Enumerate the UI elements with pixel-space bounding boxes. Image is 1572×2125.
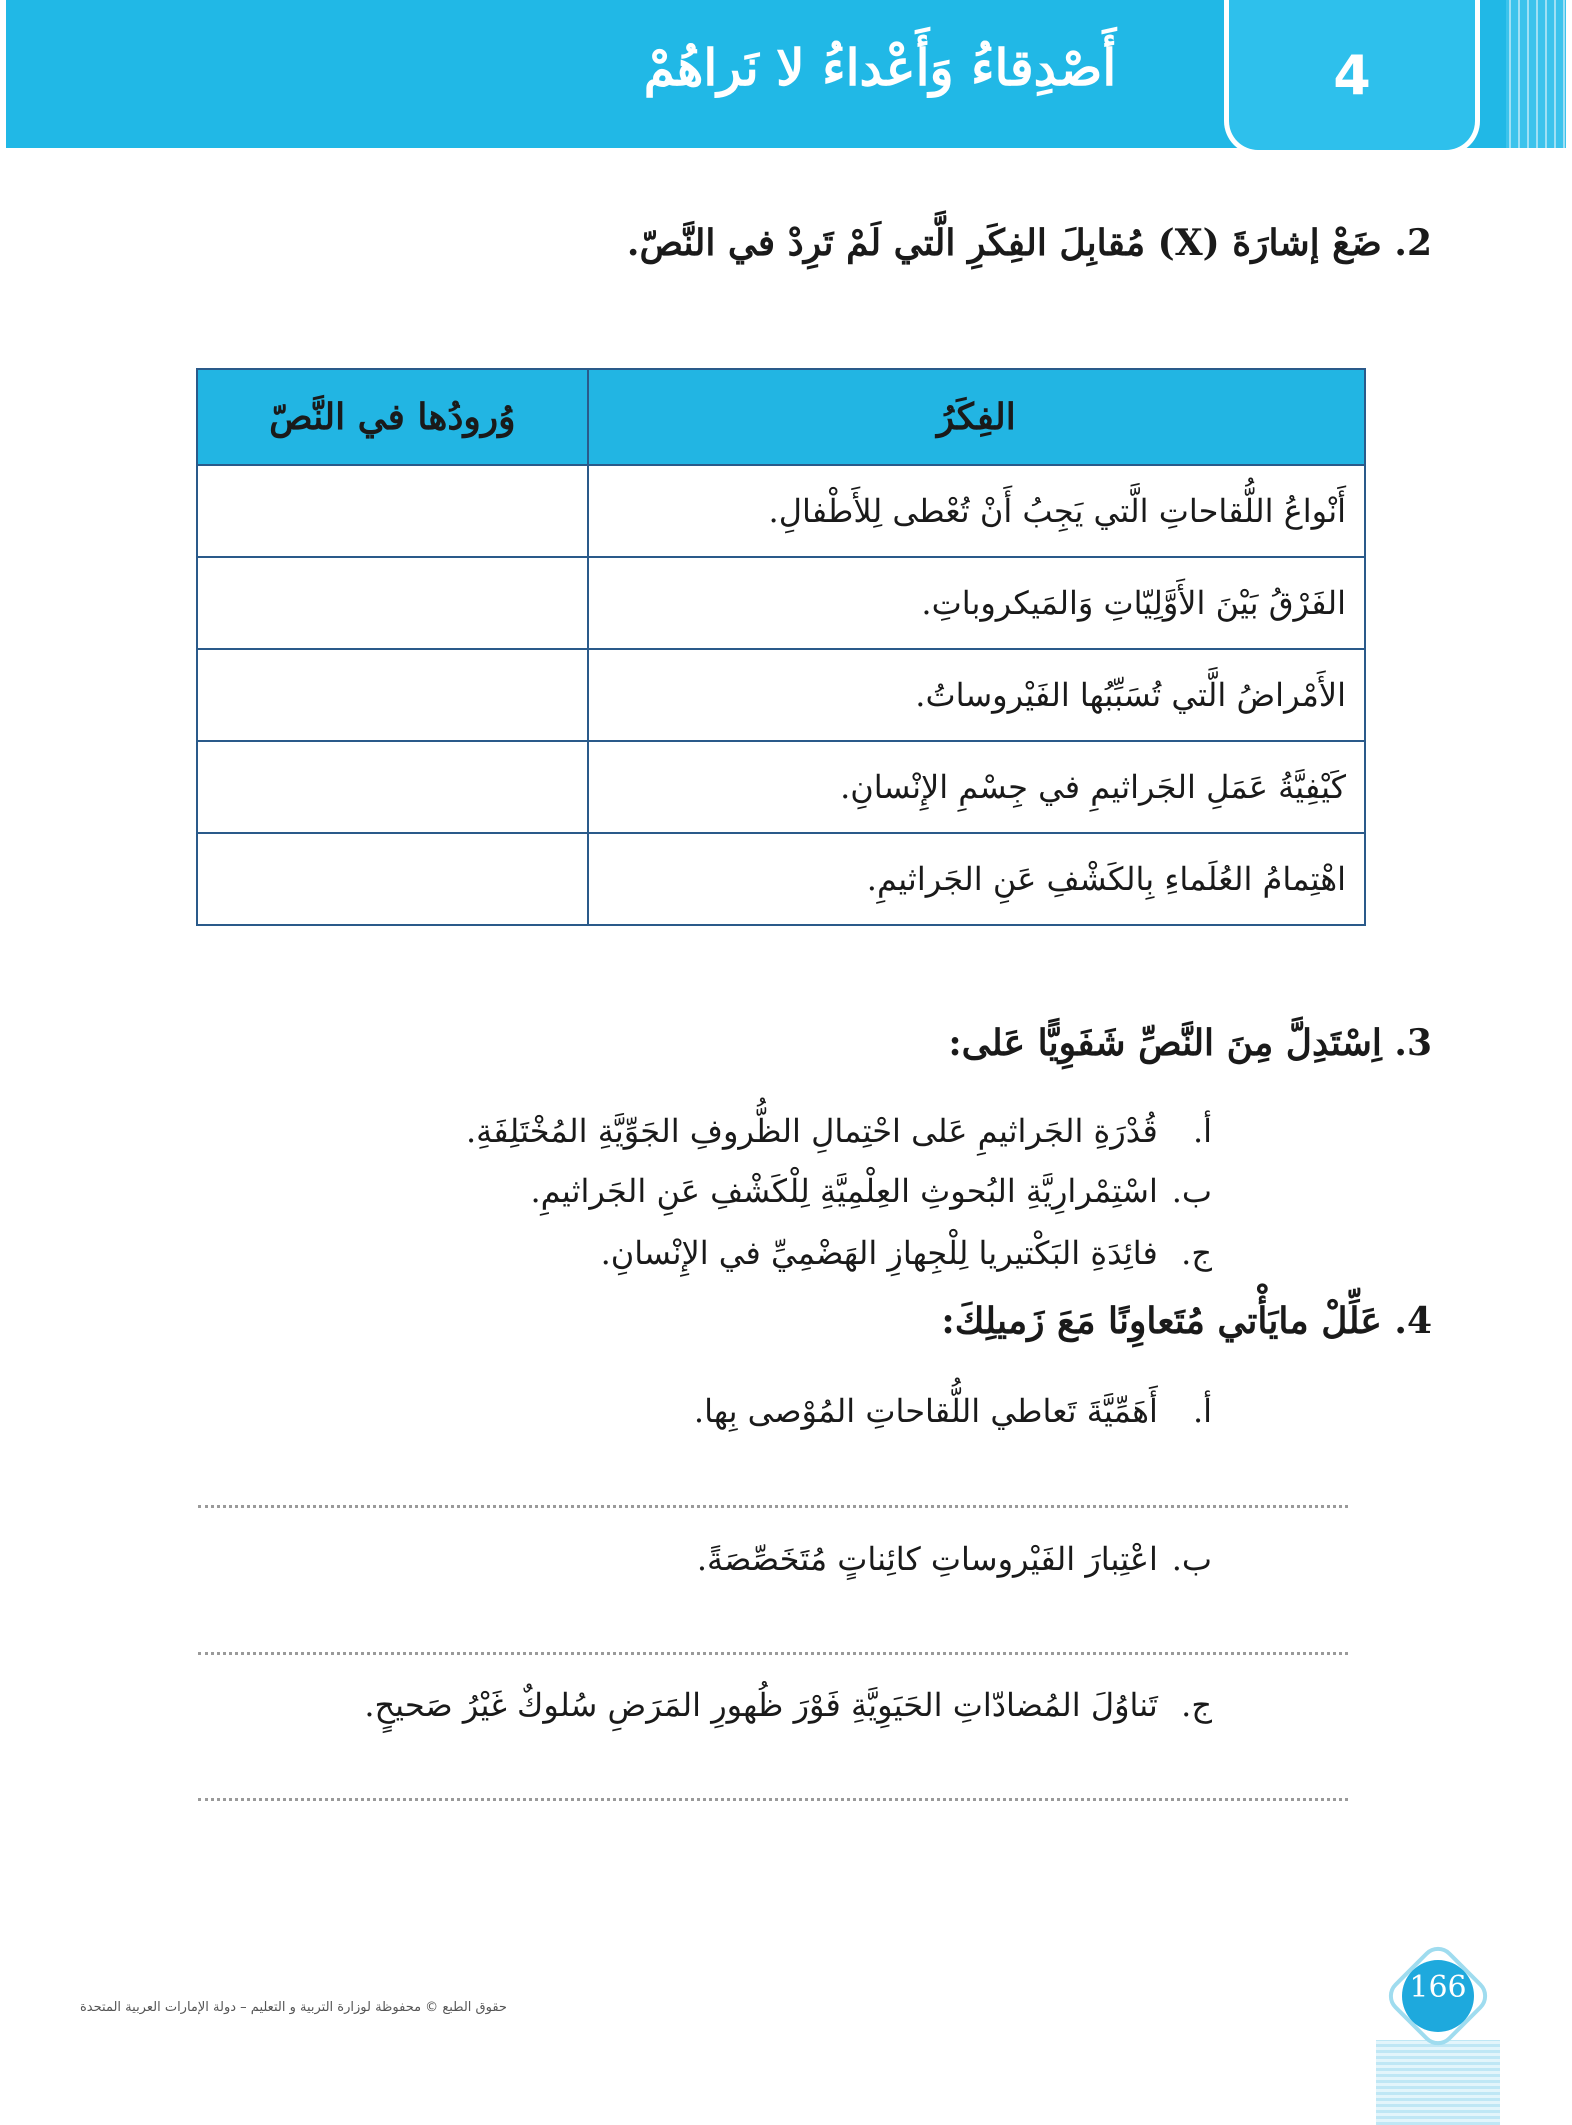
unit-title: أَصْدِقاءُ وَأَعْداءُ لا نَراهُمْ bbox=[643, 38, 1117, 97]
item-letter: أ. bbox=[1192, 1112, 1212, 1150]
unit-number-tab bbox=[1224, 0, 1480, 155]
item-letter: ب. bbox=[1171, 1172, 1212, 1210]
question-4-item-b bbox=[697, 1540, 1212, 1578]
table-cell-idea: كَيْفِيَّةُ عَمَلِ الجَراثيمِ في جِسْمِ الإِنْسانِ. bbox=[588, 741, 1365, 833]
table-row bbox=[197, 833, 1365, 925]
question-3-item-c bbox=[601, 1234, 1212, 1272]
table-row bbox=[197, 741, 1365, 833]
item-text: قُدْرَةِ الجَراثيمِ عَلى احْتِمالِ الظُّروفِ الجَوِّيَّةِ المُخْتَلِفَةِ. bbox=[465, 1112, 1158, 1150]
question-3-prompt: 3. اِسْتَدِلَّ مِنَ النَّصِّ شَفَوِيًّا عَلى: bbox=[948, 1022, 1432, 1064]
item-letter: ج. bbox=[1181, 1234, 1212, 1272]
header-decorative-strip bbox=[1506, 0, 1566, 148]
question-4-prompt: 4. عَلِّلْ مايَأْتي مُتَعاوِنًا مَعَ زَميلِكَ: bbox=[941, 1300, 1432, 1342]
item-text: فائِدَةِ البَكْتيريا لِلْجِهازِ الهَضْمِيِّ في الإِنْسانِ. bbox=[600, 1234, 1158, 1272]
table-cell-idea: الفَرْقُ بَيْنَ الأَوَّلِيّاتِ وَالمَيكروباتِ. bbox=[588, 557, 1365, 649]
question-4-item-a bbox=[694, 1392, 1212, 1430]
table-row bbox=[197, 557, 1365, 649]
table-cell-occurrence-input[interactable] bbox=[197, 833, 588, 925]
item-letter: ب. bbox=[1171, 1540, 1212, 1578]
ideas-table bbox=[196, 368, 1366, 926]
table-cell-idea: الأَمْراضُ الَّتي تُسَبِّبُها الفَيْروساتُ. bbox=[588, 649, 1365, 741]
question-2-prompt: 2. ضَعْ إشارَةَ (X) مُقابِلَ الفِكَرِ الَّتي لَمْ تَرِدْ في النَّصّ. bbox=[626, 222, 1432, 264]
question-3-item-a bbox=[466, 1112, 1212, 1150]
table-cell-idea: أَنْواعُ اللُّقاحاتِ الَّتي يَجِبُ أَنْ تُعْطى لِلأَطْفالِ. bbox=[588, 465, 1365, 557]
copyright-notice: حقوق الطبع © محفوظة لوزارة التربية و التعليم – دولة الإمارات العربية المتحدة bbox=[80, 2000, 507, 2015]
item-letter: ج. bbox=[1181, 1686, 1212, 1724]
answer-line-b[interactable] bbox=[198, 1652, 1348, 1655]
item-text: اعْتِبارَ الفَيْروساتِ كائِناتٍ مُتَخَصِّصَةً. bbox=[696, 1540, 1158, 1578]
table-cell-occurrence-input[interactable] bbox=[197, 649, 588, 741]
table-cell-occurrence-input[interactable] bbox=[197, 741, 588, 833]
unit-number: 4 bbox=[1333, 43, 1371, 107]
table-cell-idea: اهْتِمامُ العُلَماءِ بِالكَشْفِ عَنِ الجَراثيمِ. bbox=[588, 833, 1365, 925]
item-text: اسْتِمْرارِيَّةِ البُحوثِ العِلْمِيَّةِ لِلْكَشْفِ عَنِ الجَراثيمِ. bbox=[530, 1172, 1158, 1210]
table-row bbox=[197, 465, 1365, 557]
answer-line-a[interactable] bbox=[198, 1505, 1348, 1508]
question-3-item-b bbox=[530, 1172, 1212, 1210]
answer-line-c[interactable] bbox=[198, 1798, 1348, 1801]
table-header-occurrence: وُرودُها في النَّصّ bbox=[197, 369, 588, 465]
question-4-item-c bbox=[364, 1686, 1212, 1724]
table-row bbox=[197, 649, 1365, 741]
table-header-row bbox=[197, 369, 1365, 465]
table-cell-occurrence-input[interactable] bbox=[197, 465, 588, 557]
table-header-ideas: الفِكَرُ bbox=[588, 369, 1365, 465]
page-number: 166 bbox=[1409, 1970, 1467, 2005]
table-cell-occurrence-input[interactable] bbox=[197, 557, 588, 649]
item-letter: أ. bbox=[1192, 1392, 1212, 1430]
item-text: أَهَمِّيَّةَ تَعاطي اللُّقاحاتِ المُوْصى بِها. bbox=[693, 1392, 1158, 1430]
item-text: تَناوُلَ المُضادّاتِ الحَيَوِيَّةِ فَوْرَ ظُهورِ المَرَضِ سُلوكٌ غَيْرُ صَحيحٍ. bbox=[364, 1686, 1158, 1724]
